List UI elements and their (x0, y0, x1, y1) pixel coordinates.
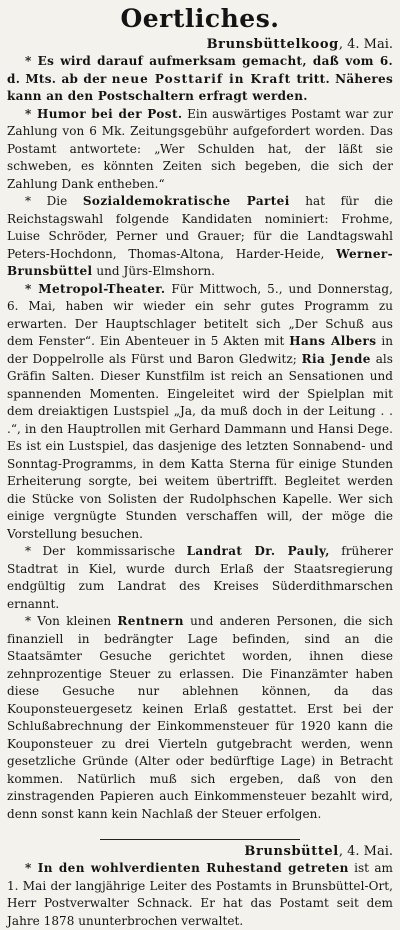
article-spd (7, 193, 393, 281)
article-text: * Von kleinen (25, 614, 118, 628)
article-metropol-theater (7, 281, 393, 544)
article-emphasis: Hans Albers (289, 334, 377, 348)
dateline-place: Brunsbüttel (244, 844, 339, 859)
dateline-brunsbuettel (7, 843, 393, 860)
article-text: hat für die Reichstagswahl folgende Kandidaten nominiert: Frohme, Luise Schröder, Perner und Grauer; für die Landtagswahl Peters-Hochdonn, Thomas-Altona, Harder-Heide, (7, 194, 393, 261)
article-ruhestand (7, 860, 393, 930)
article-landrat (7, 543, 393, 613)
article-text: als Gräfin Salten. Dieser Kunstfilm ist reich an Sensationen und spannenden Momenten. Eingeleitet wird der Spielplan mit dem dreiaktigen Lustspiel „Ja, da muß doch in der Leitung . . .“, in den Hauptrollen mit Gerhard Dammann und Hansi Dege. Es ist ein Lustspiel, das dasjenige des letzten Sonnabend- und Sonntag-Programms, in dem Katta Sterna für einige Stunden Erheiterung sorgte, bei weitem übertrifft. Begleitet werden die Stücke von Solisten der Rudolphschen Kapelle. Wer sich einige vergnügte Stunden verschaffen will, der möge die Vorstellung besuchen. (7, 351, 393, 541)
article-text: Für Mittwoch, 5., und Donnerstag, 6. Mai, haben wir wieder ein sehr gutes Programm zu erwarten. Der Hauptschlager betitelt sich „Der Schuß aus dem Fenster“. Ein Abenteuer in 5 Akten mit (7, 281, 393, 348)
article-text: * Es wird darauf aufmerksam gemacht, daß vom 6. d. Mts. ab der (7, 54, 393, 86)
article-heading: * In den wohlverdienten Ruhestand getreten (25, 861, 349, 875)
article-text: früherer Stadtrat in Kiel, wurde durch Erlaß der Staatsregierung endgültig zum Landrat des Kreises Süderdithmarschen ernannt. (7, 544, 393, 611)
article-emphasis: Werner-Brunsbüttel (7, 246, 393, 278)
dateline-brunsbuettelkoog (7, 36, 393, 53)
article-heading: * Metropol-Theater. (25, 281, 166, 296)
article-text: ist am 1. Mai der langjährige Leiter des Postamts in Brunsbüttel-Ort, Herr Postverwalter Schnack. Er hat das Postamt seit dem Jahre 1878 ununterbrochen verwaltet. (7, 861, 393, 928)
article-posttarif (7, 53, 393, 106)
article-text: * Der kommissarische (25, 544, 187, 558)
article-humor (7, 106, 393, 194)
dateline-date: , 4. Mai. (338, 844, 393, 859)
article-emphasis: neue Posttarif in Kraft (111, 71, 292, 86)
article-heading: Rentnern (117, 614, 184, 628)
article-text: * Die (25, 194, 83, 208)
article-text: tritt. Näheres kann an den Postschaltern erfragt werden. (7, 71, 394, 103)
article-heading: Landrat Dr. Pauly, (186, 544, 330, 558)
section-title: Oertliches. (120, 4, 280, 33)
dateline-place: Brunsbüttelkoog (206, 37, 339, 52)
article-text: in der Doppelrolle als Fürst und Baron Gledwitz; (7, 334, 393, 366)
section-divider (100, 839, 300, 840)
dateline-date: , 4. Mai. (338, 37, 393, 52)
article-text: und anderen Personen, die sich finanziell in bedrängter Lage befinden, sind an die Staatsämter Gesuche gerichtet worden, ihnen diese zehnprozentige Steuer zu erlassen. Die Finanzämter haben diese Gesuche nur ablehnen können, da das Kouponsteuergesetz keinen Erlaß gestattet. Erst bei der Schlußabrechnung der Einkommensteuer für 1920 kann die Kouponsteuer zu drei Vierteln gutgebracht werden, wenn gesetzliche Gründe (Alter oder bedürftige Lage) in Betracht kommen. Natürlich muß sich ergeben, daß von den zinstragenden Papieren auch Einkommensteuer bezahlt wird, denn sonst kann kein Nachlaß der Steuer erfolgen. (7, 614, 393, 821)
article-emphasis: Ria Jende (301, 351, 371, 366)
article-text: und Jürs-Elmshorn. (92, 264, 216, 278)
article-rentner (7, 613, 393, 823)
article-heading: * Humor bei der Post. (25, 106, 183, 121)
article-text: Ein auswärtiges Postamt war zur Zahlung von 6 Mk. Zeitungsgebühr aufgefordert worden. Das Postamt antwortete: „Wer Schulden hat, der läßt sie schweben, es könnten Zeiten sich begeben, die sich der Zahlung Dank entheben.“ (7, 106, 393, 191)
article-heading: Sozialdemokratische Partei (82, 194, 290, 208)
